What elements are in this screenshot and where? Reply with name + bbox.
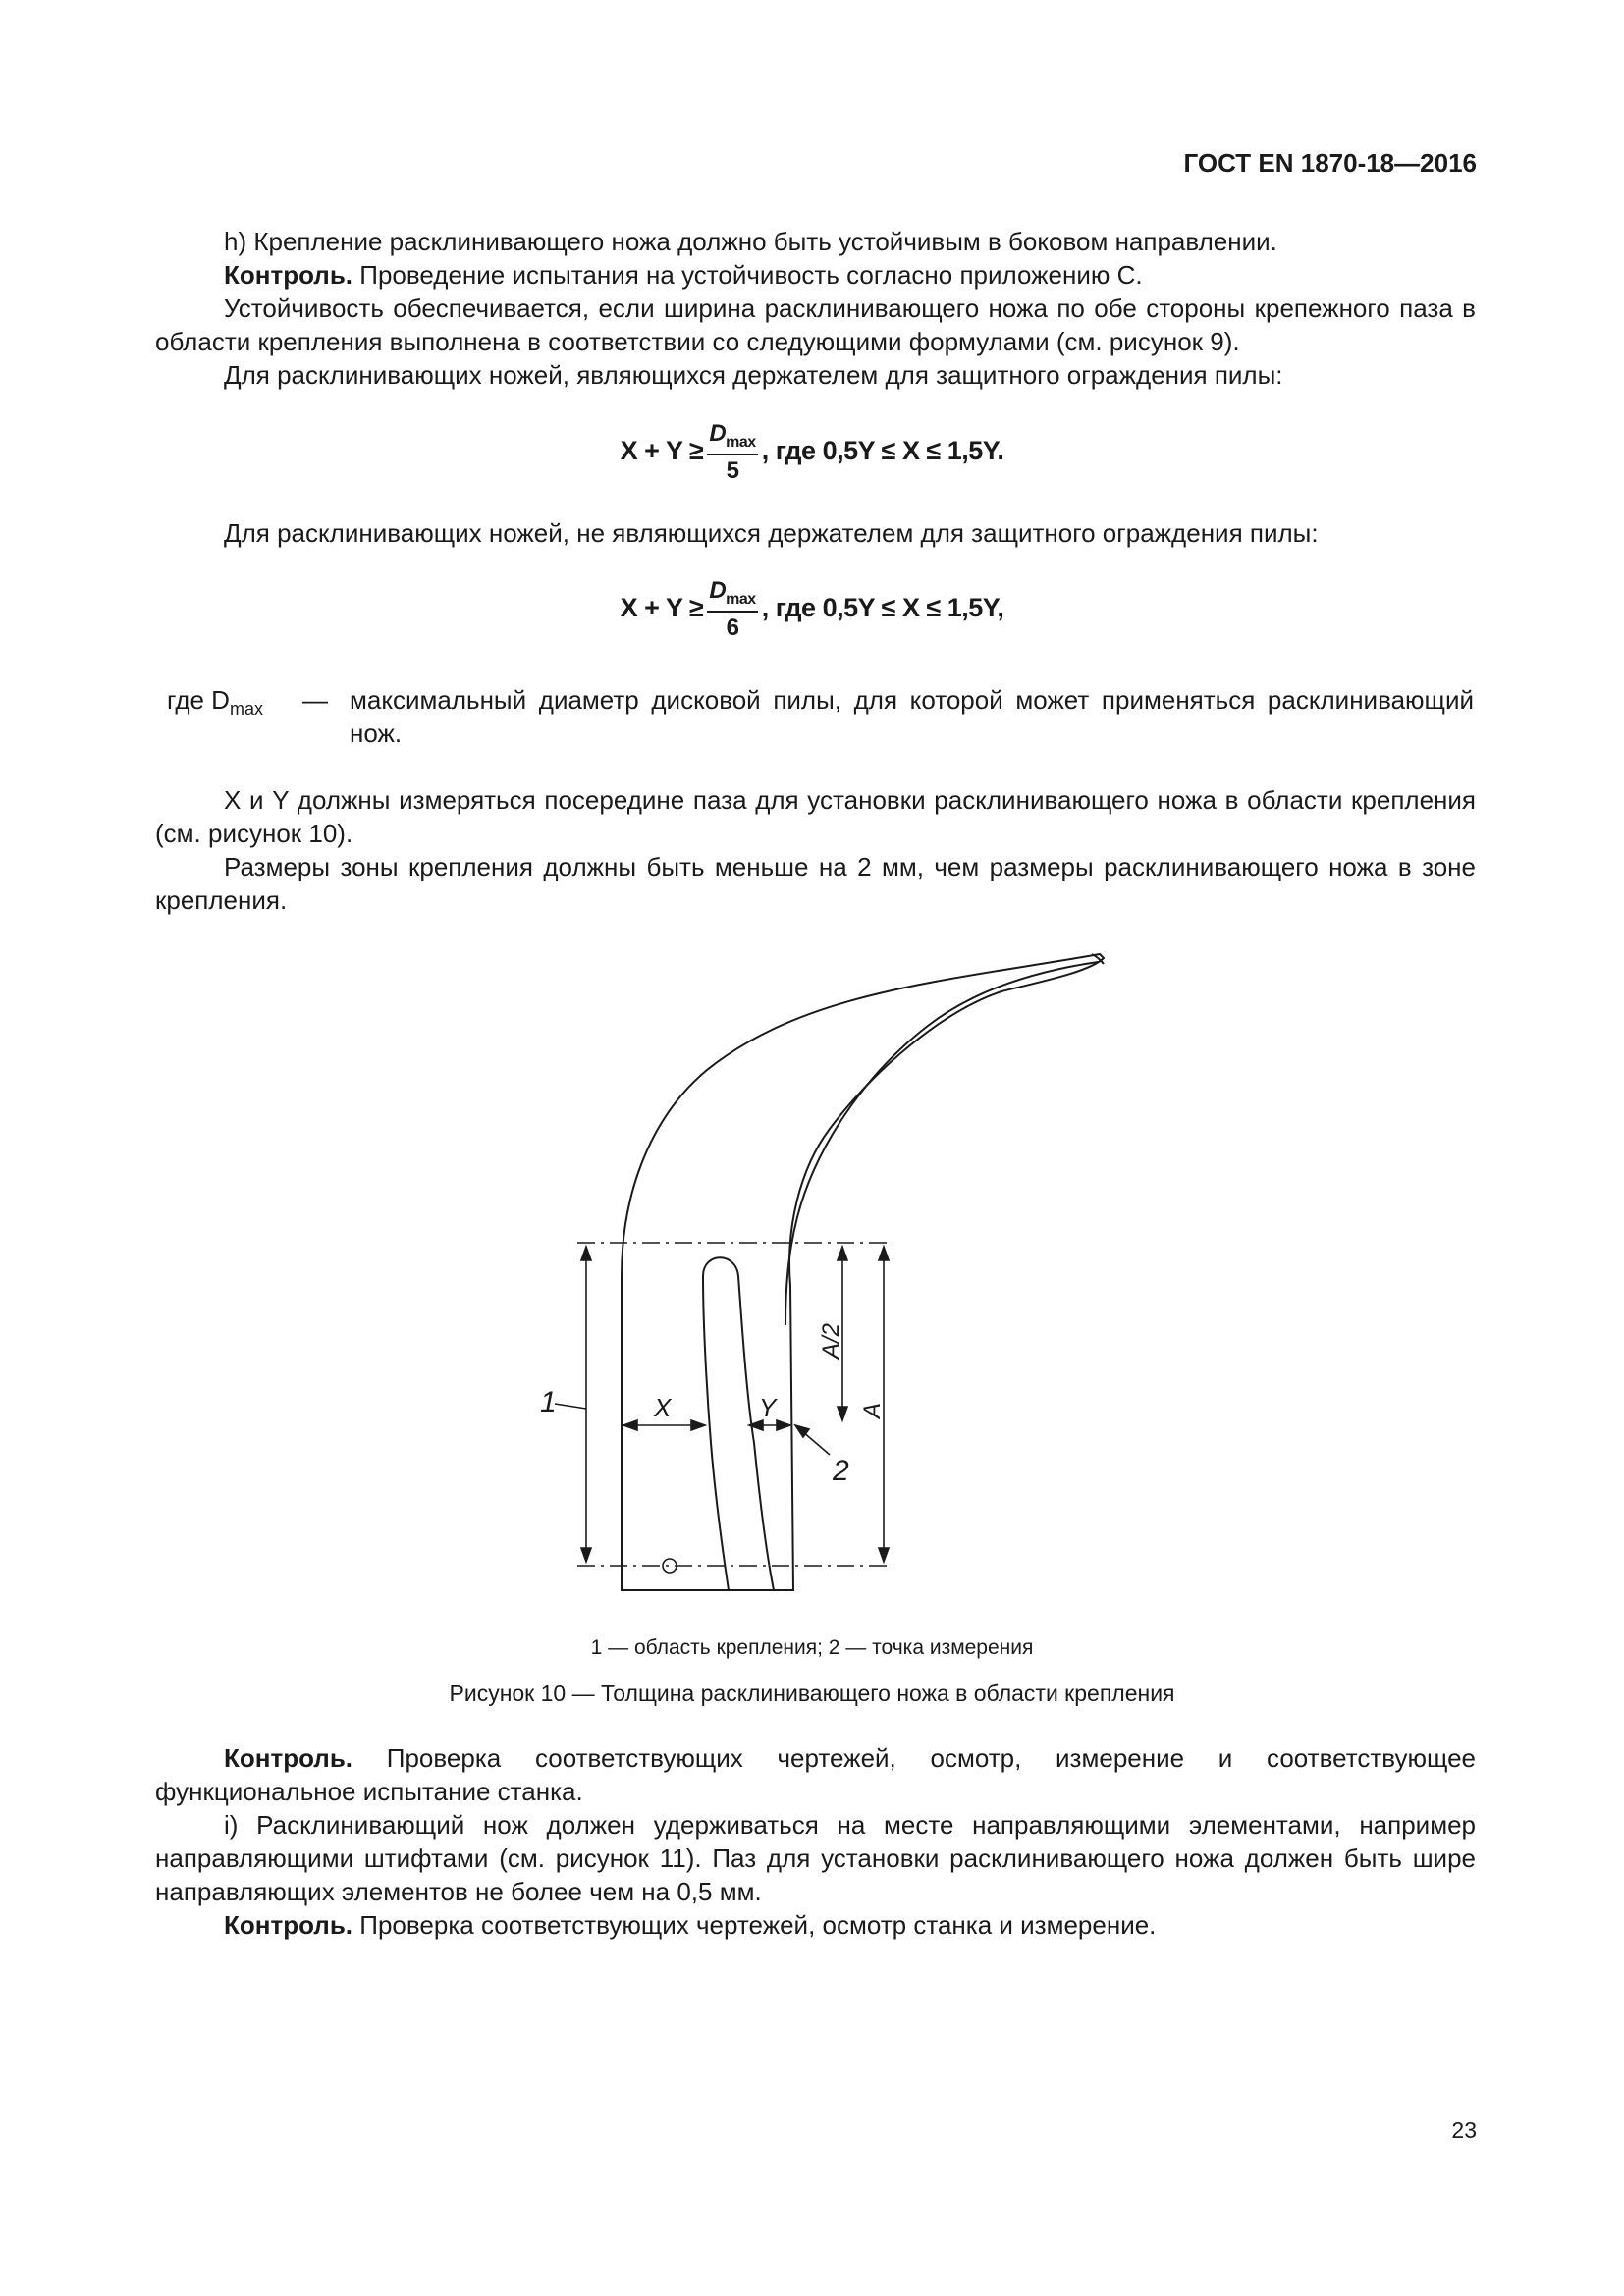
paragraph-stability: Устойчивость обеспечивается, если ширина расклинивающего ножа по обе стороны крепежного паза в области крепления выполнена в соответствии со следующими формулами (см. рисунок 9). xyxy=(155,294,1476,356)
formula-2-rhs: , где 0,5Y ≤ X ≤ 1,5Y, xyxy=(761,593,1004,623)
formula-2-num: D xyxy=(709,577,727,604)
paragraph-holder: Для расклинивающих ножей, являющихся держателем для защитного ограждения пилы: xyxy=(224,360,1283,390)
label-y: Y xyxy=(759,1393,777,1422)
control-text-2: Проверка соответствующих чертежей, осмотр, измерение и соответствующее функциональное испытание станка. xyxy=(155,1743,1476,1806)
where-sub: max xyxy=(229,699,263,720)
control-text: Проведение испытания на устойчивость согласно приложению С. xyxy=(359,260,1143,290)
label-x: X xyxy=(654,1393,672,1422)
knife-inner-curve xyxy=(785,962,1098,1325)
formula-2-num-sub: max xyxy=(726,590,756,608)
document-header: ГОСТ EN 1870-18—2016 xyxy=(1183,148,1477,178)
paragraph-control-3 xyxy=(155,1908,1476,1942)
paragraph-i: i) Расклинивающий нож должен удерживаться на месте направляющими элементами, например направляющими штифтами (см. рисунок 11). Паз для установки расклинивающего ножа должен быть шире направляющих элементов не более чем на 0,5 мм. xyxy=(155,1810,1476,1906)
label-1: 1 xyxy=(540,1386,557,1418)
knife-outline xyxy=(622,954,1104,1590)
bottom-text-block xyxy=(155,1741,1476,1942)
formula-1-den: 5 xyxy=(726,456,739,484)
formula-1-num: D xyxy=(709,420,727,447)
figure-caption: Рисунок 10 — Толщина расклинивающего ножа в области крепления xyxy=(449,1681,1175,1706)
pin-hole xyxy=(663,1559,677,1573)
control-label-2: Контроль. xyxy=(224,1743,353,1773)
area-leader xyxy=(555,1404,586,1409)
formula-2-den: 6 xyxy=(726,614,739,641)
label-a: A xyxy=(859,1402,886,1418)
control-label-3: Контроль. xyxy=(224,1910,353,1940)
where-dash: — xyxy=(302,685,328,715)
control-text-3: Проверка соответствующих чертежей, осмотр станка и измерение. xyxy=(359,1910,1157,1940)
label-2: 2 xyxy=(833,1455,849,1487)
paragraph-xy: X и Y должны измеряться посередине паза для установки расклинивающего ножа в области крепления (см. рисунок 10). xyxy=(155,785,1476,848)
figure-legend: 1 — область крепления; 2 — точка измерения xyxy=(590,1636,1034,1659)
where-definition: максимальный диаметр дисковой пилы, для которой может применяться расклинивающий нож. xyxy=(350,685,1474,748)
paragraph-h: h) Крепление расклинивающего ножа должно быть устойчивым в боковом направлении. xyxy=(224,227,1277,256)
page-number: 23 xyxy=(1451,2117,1477,2143)
formula-2-lhs: X + Y ≥ xyxy=(620,593,704,623)
paragraph-control-2 xyxy=(155,1741,1476,1808)
label-a-half: A/2 xyxy=(818,1322,844,1359)
paragraph-zone: Размеры зоны крепления должны быть меньше на 2 мм, чем размеры расклинивающего ножа в зоне крепления. xyxy=(155,852,1476,915)
where-prefix: где D xyxy=(167,685,230,715)
formula-1-rhs: , где 0,5Y ≤ X ≤ 1,5Y. xyxy=(761,436,1004,466)
paragraph-not-holder: Для расклинивающих ножей, не являющихся держателем для защитного ограждения пилы: xyxy=(224,518,1319,548)
formula-1-lhs: X + Y ≥ xyxy=(620,436,704,466)
control-label: Контроль. xyxy=(224,260,353,290)
formula-1-num-sub: max xyxy=(726,433,756,451)
